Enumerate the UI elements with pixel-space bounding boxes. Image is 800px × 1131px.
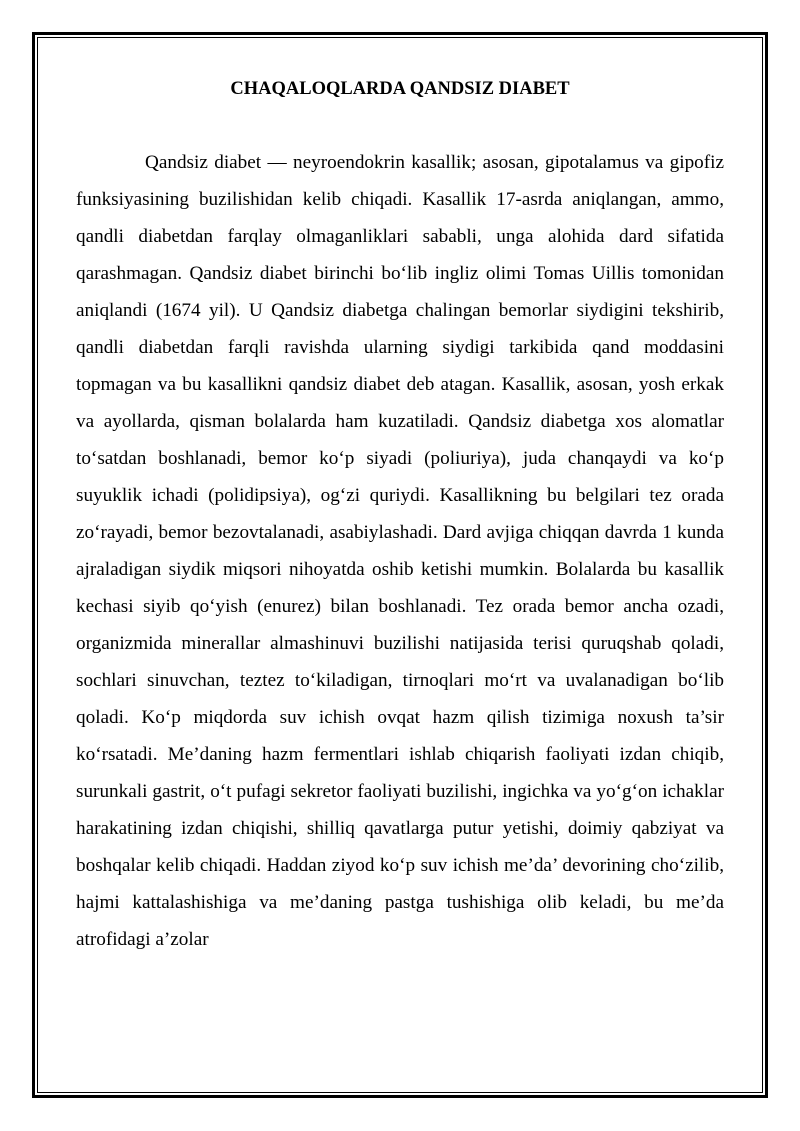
document-title: CHAQALOQLARDA QANDSIZ DIABET [230, 79, 570, 99]
body-paragraph: Qandsiz diabet — neyroendokrin kasallik; asosan, gipotalamus va gipofiz funksiyasining buzilishidan kelib chiqadi. Kasallik 17-asrda aniqlangan, ammo, qandli diabetdan farqlay olmaganliklari sababli, unga alohida dard sifatida qarashmagan. Qandsiz diabet birinchi bo‘lib ingliz olimi Tomas Uillis tomonidan aniqlandi (1674 yil). U Qandsiz diabetga chalingan bemorlar siydigini tekshirib, qandli diabetdan farqli ravishda ularning siydigi tarkibida qand moddasini topmagan va bu kasallikni qandsiz diabet deb atagan. Kasallik, asosan, yosh erkak va ayollarda, qisman bolalarda ham kuzatiladi. Qandsiz diabetga xos alomatlar to‘satdan boshlanadi, bemor ko‘p siyadi (poliuriya), juda chanqaydi va ko‘p suyuklik ichadi (polidipsiya), og‘zi quriydi. Kasallikning bu belgilari tez orada zo‘rayadi, bemor bezovtalanadi, asabiylashadi. Dard avjiga chiqqan davrda 1 kunda ajraladigan siydik miqsori nihoyatda oshib ketishi mumkin. Bolalarda bu kasallik kechasi siyib qo‘yish (enurez) bilan boshlanadi. Tez orada bemor ancha ozadi, organizmida minerallar almashinuvi buzilishi natijasida terisi quruqshab qoladi, sochlari sinuvchan, teztez to‘kiladigan, tirnoqlari mo‘rt va uvalanadigan bo‘lib qoladi. Ko‘p miqdorda suv ichish ovqat hazm qilish tizimiga noxush ta’sir ko‘rsatadi. Me’daning hazm fermentlari ishlab chiqarish faoliyati izdan chiqib, surunkali gastrit, o‘t pufagi sekretor faoliyati buzilishi, ingichka va yo‘g‘on ichaklar harakatining izdan chiqishi, shilliq qavatlarga putur yetishi, doimiy qabziyat va boshqalar kelib chiqadi. Haddan ziyod ko‘p suv ichish me’da’ devorining cho‘zilib, hajmi kattalashishiga va me’daning pastga tushishiga olib keladi, bu me’da atrofidagi a’zolar [76, 152, 724, 950]
